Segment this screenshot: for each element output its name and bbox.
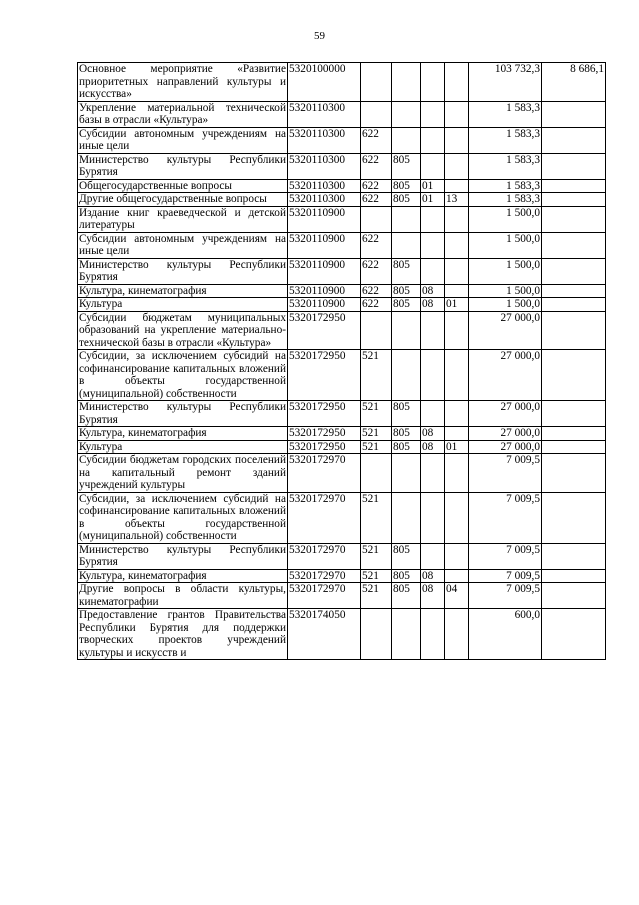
target-code: 5320172950 bbox=[288, 427, 361, 441]
subsection-code bbox=[445, 401, 469, 427]
extra-amount bbox=[542, 101, 606, 127]
extra-amount bbox=[542, 492, 606, 543]
extra-amount bbox=[542, 609, 606, 660]
table-row bbox=[78, 127, 606, 153]
ministry-code bbox=[392, 63, 421, 102]
expense-type bbox=[361, 609, 392, 660]
expense-type: 521 bbox=[361, 350, 392, 401]
row-name: Основное мероприятие «Развитие приоритетных направлений культуры и искусства» bbox=[79, 63, 286, 100]
amount: 27 000,0 bbox=[469, 401, 542, 427]
table-row bbox=[78, 350, 606, 401]
subsection-code bbox=[445, 179, 469, 193]
extra-amount bbox=[542, 258, 606, 284]
row-name: Укрепление материальной технической базы в отрасли «Культура» bbox=[79, 101, 286, 126]
ministry-code bbox=[392, 454, 421, 493]
amount: 1 500,0 bbox=[469, 206, 542, 232]
extra-amount bbox=[542, 298, 606, 312]
amount: 7 009,5 bbox=[469, 543, 542, 569]
row-name: Предоставление грантов Правительства Республики Бурятия для поддержки творческих проектов учреждений культуры и искусств и bbox=[79, 609, 286, 659]
subsection-code bbox=[445, 454, 469, 493]
expense-type bbox=[361, 206, 392, 232]
subsection-code bbox=[445, 153, 469, 179]
ministry-code: 805 bbox=[392, 427, 421, 441]
extra-amount bbox=[542, 401, 606, 427]
target-code: 5320172950 bbox=[288, 401, 361, 427]
row-name: Издание книг краеведческой и детской литературы bbox=[79, 206, 286, 231]
amount: 103 732,3 bbox=[469, 63, 542, 102]
section-code bbox=[421, 153, 445, 179]
subsection-code bbox=[445, 311, 469, 350]
section-code bbox=[421, 350, 445, 401]
target-code: 5320110900 bbox=[288, 298, 361, 312]
row-name: Министерство культуры Республики Бурятия bbox=[79, 543, 286, 568]
subsection-code bbox=[445, 543, 469, 569]
subsection-code: 04 bbox=[445, 583, 469, 609]
extra-amount bbox=[542, 284, 606, 298]
target-code: 5320172970 bbox=[288, 492, 361, 543]
row-name: Другие общегосударственные вопросы bbox=[78, 193, 288, 207]
subsection-code bbox=[445, 101, 469, 127]
table-row bbox=[78, 492, 606, 543]
expense-type: 521 bbox=[361, 401, 392, 427]
subsection-code: 01 bbox=[445, 298, 469, 312]
ministry-code: 805 bbox=[392, 401, 421, 427]
extra-amount bbox=[542, 583, 606, 609]
amount: 7 009,5 bbox=[469, 454, 542, 493]
subsection-code bbox=[445, 609, 469, 660]
amount: 7 009,5 bbox=[469, 569, 542, 583]
ministry-code bbox=[392, 492, 421, 543]
ministry-code bbox=[392, 311, 421, 350]
expense-type bbox=[361, 101, 392, 127]
ministry-code bbox=[392, 101, 421, 127]
table-row bbox=[78, 401, 606, 427]
section-code: 08 bbox=[421, 569, 445, 583]
ministry-code: 805 bbox=[392, 298, 421, 312]
ministry-code: 805 bbox=[392, 153, 421, 179]
target-code: 5320172950 bbox=[288, 311, 361, 350]
row-name: Культура, кинематография bbox=[78, 427, 288, 441]
subsection-code bbox=[445, 206, 469, 232]
expense-type bbox=[361, 454, 392, 493]
target-code: 5320110900 bbox=[288, 232, 361, 258]
expense-type: 622 bbox=[361, 232, 392, 258]
expense-type: 622 bbox=[361, 153, 392, 179]
table-row bbox=[78, 193, 606, 207]
expense-type: 622 bbox=[361, 298, 392, 312]
amount: 7 009,5 bbox=[469, 583, 542, 609]
amount: 27 000,0 bbox=[469, 440, 542, 454]
section-code bbox=[421, 401, 445, 427]
ministry-code: 805 bbox=[392, 193, 421, 207]
table-row bbox=[78, 284, 606, 298]
row-name: Субсидии, за исключением субсидий на софинансирование капитальных вложений в объекты государственной (муниципальной) собственности bbox=[79, 492, 286, 542]
row-name: Субсидии автономным учреждениям на иные цели bbox=[79, 232, 286, 257]
budget-table-body bbox=[78, 63, 606, 660]
row-name: Культура, кинематография bbox=[78, 569, 288, 583]
ministry-code: 805 bbox=[392, 284, 421, 298]
extra-amount bbox=[542, 427, 606, 441]
expense-type: 521 bbox=[361, 427, 392, 441]
extra-amount bbox=[542, 193, 606, 207]
row-name: Культура, кинематография bbox=[78, 284, 288, 298]
amount: 1 583,3 bbox=[469, 127, 542, 153]
section-code bbox=[421, 232, 445, 258]
extra-amount bbox=[542, 350, 606, 401]
extra-amount bbox=[542, 206, 606, 232]
section-code: 08 bbox=[421, 427, 445, 441]
table-row bbox=[78, 609, 606, 660]
target-code: 5320110300 bbox=[288, 101, 361, 127]
extra-amount bbox=[542, 127, 606, 153]
section-code bbox=[421, 258, 445, 284]
budget-table bbox=[77, 62, 606, 660]
table-row bbox=[78, 583, 606, 609]
amount: 1 583,3 bbox=[469, 193, 542, 207]
section-code bbox=[421, 311, 445, 350]
row-name: Субсидии бюджетам городских поселений на капитальный ремонт зданий учреждений культуры bbox=[79, 454, 286, 491]
target-code: 5320172970 bbox=[288, 569, 361, 583]
amount: 1 500,0 bbox=[469, 232, 542, 258]
extra-amount bbox=[542, 311, 606, 350]
table-row bbox=[78, 232, 606, 258]
expense-type bbox=[361, 63, 392, 102]
section-code: 01 bbox=[421, 179, 445, 193]
section-code: 01 bbox=[421, 193, 445, 207]
extra-amount bbox=[542, 543, 606, 569]
extra-amount bbox=[542, 153, 606, 179]
target-code: 5320172950 bbox=[288, 350, 361, 401]
section-code bbox=[421, 127, 445, 153]
table-row bbox=[78, 298, 606, 312]
expense-type: 521 bbox=[361, 492, 392, 543]
expense-type: 521 bbox=[361, 569, 392, 583]
amount: 7 009,5 bbox=[469, 492, 542, 543]
ministry-code bbox=[392, 350, 421, 401]
expense-type bbox=[361, 311, 392, 350]
subsection-code bbox=[445, 127, 469, 153]
subsection-code bbox=[445, 350, 469, 401]
amount: 1 583,3 bbox=[469, 153, 542, 179]
amount: 600,0 bbox=[469, 609, 542, 660]
section-code bbox=[421, 543, 445, 569]
subsection-code bbox=[445, 492, 469, 543]
expense-type: 622 bbox=[361, 258, 392, 284]
target-code: 5320100000 bbox=[288, 63, 361, 102]
row-name: Другие вопросы в области культуры, кинематографии bbox=[79, 583, 286, 608]
section-code: 08 bbox=[421, 298, 445, 312]
target-code: 5320172970 bbox=[288, 454, 361, 493]
table-row bbox=[78, 427, 606, 441]
expense-type: 622 bbox=[361, 193, 392, 207]
ministry-code bbox=[392, 127, 421, 153]
extra-amount bbox=[542, 569, 606, 583]
table-row bbox=[78, 311, 606, 350]
row-name: Культура bbox=[78, 298, 288, 312]
table-row bbox=[78, 101, 606, 127]
amount: 27 000,0 bbox=[469, 427, 542, 441]
amount: 1 583,3 bbox=[469, 101, 542, 127]
subsection-code bbox=[445, 284, 469, 298]
ministry-code bbox=[392, 206, 421, 232]
ministry-code: 805 bbox=[392, 258, 421, 284]
target-code: 5320110300 bbox=[288, 179, 361, 193]
expense-type: 521 bbox=[361, 583, 392, 609]
page-number: 59 bbox=[314, 30, 325, 42]
extra-amount bbox=[542, 440, 606, 454]
amount: 27 000,0 bbox=[469, 311, 542, 350]
amount: 1 583,3 bbox=[469, 179, 542, 193]
target-code: 5320110900 bbox=[288, 284, 361, 298]
section-code: 08 bbox=[421, 284, 445, 298]
expense-type: 521 bbox=[361, 543, 392, 569]
table-row bbox=[78, 179, 606, 193]
row-name: Субсидии автономным учреждениям на иные цели bbox=[79, 127, 286, 152]
subsection-code bbox=[445, 258, 469, 284]
subsection-code: 13 bbox=[445, 193, 469, 207]
subsection-code bbox=[445, 232, 469, 258]
ministry-code: 805 bbox=[392, 543, 421, 569]
extra-amount: 8 686,1 bbox=[542, 63, 606, 102]
table-row bbox=[78, 440, 606, 454]
ministry-code: 805 bbox=[392, 179, 421, 193]
section-code bbox=[421, 101, 445, 127]
extra-amount bbox=[542, 232, 606, 258]
row-name: Культура bbox=[78, 440, 288, 454]
row-name: Министерство культуры Республики Бурятия bbox=[79, 258, 286, 283]
amount: 1 500,0 bbox=[469, 284, 542, 298]
subsection-code bbox=[445, 427, 469, 441]
row-name: Министерство культуры Республики Бурятия bbox=[79, 153, 286, 178]
amount: 27 000,0 bbox=[469, 350, 542, 401]
amount: 1 500,0 bbox=[469, 258, 542, 284]
subsection-code: 01 bbox=[445, 440, 469, 454]
target-code: 5320172950 bbox=[288, 440, 361, 454]
row-name: Субсидии бюджетам муниципальных образований на укрепление материально-технической базы в отрасли «Культура» bbox=[79, 311, 286, 349]
extra-amount bbox=[542, 454, 606, 493]
ministry-code: 805 bbox=[392, 583, 421, 609]
subsection-code bbox=[445, 569, 469, 583]
table-row bbox=[78, 454, 606, 493]
table-row bbox=[78, 569, 606, 583]
row-name: Субсидии, за исключением субсидий на софинансирование капитальных вложений в объекты государственной (муниципальной) собственности bbox=[79, 350, 286, 400]
table-row bbox=[78, 153, 606, 179]
target-code: 5320110300 bbox=[288, 127, 361, 153]
ministry-code bbox=[392, 609, 421, 660]
section-code bbox=[421, 454, 445, 493]
expense-type: 521 bbox=[361, 440, 392, 454]
table-row bbox=[78, 63, 606, 102]
extra-amount bbox=[542, 179, 606, 193]
expense-type: 622 bbox=[361, 284, 392, 298]
section-code bbox=[421, 63, 445, 102]
subsection-code bbox=[445, 63, 469, 102]
expense-type: 622 bbox=[361, 127, 392, 153]
ministry-code: 805 bbox=[392, 440, 421, 454]
section-code bbox=[421, 206, 445, 232]
target-code: 5320174050 bbox=[288, 609, 361, 660]
target-code: 5320110300 bbox=[288, 193, 361, 207]
row-name: Общегосударственные вопросы bbox=[78, 179, 288, 193]
amount: 1 500,0 bbox=[469, 298, 542, 312]
target-code: 5320172970 bbox=[288, 583, 361, 609]
table-row bbox=[78, 258, 606, 284]
section-code bbox=[421, 609, 445, 660]
section-code: 08 bbox=[421, 583, 445, 609]
section-code: 08 bbox=[421, 440, 445, 454]
ministry-code bbox=[392, 232, 421, 258]
table-row bbox=[78, 206, 606, 232]
expense-type: 622 bbox=[361, 179, 392, 193]
target-code: 5320110900 bbox=[288, 206, 361, 232]
target-code: 5320110900 bbox=[288, 258, 361, 284]
ministry-code: 805 bbox=[392, 569, 421, 583]
target-code: 5320110300 bbox=[288, 153, 361, 179]
row-name: Министерство культуры Республики Бурятия bbox=[79, 401, 286, 426]
section-code bbox=[421, 492, 445, 543]
target-code: 5320172970 bbox=[288, 543, 361, 569]
table-row bbox=[78, 543, 606, 569]
